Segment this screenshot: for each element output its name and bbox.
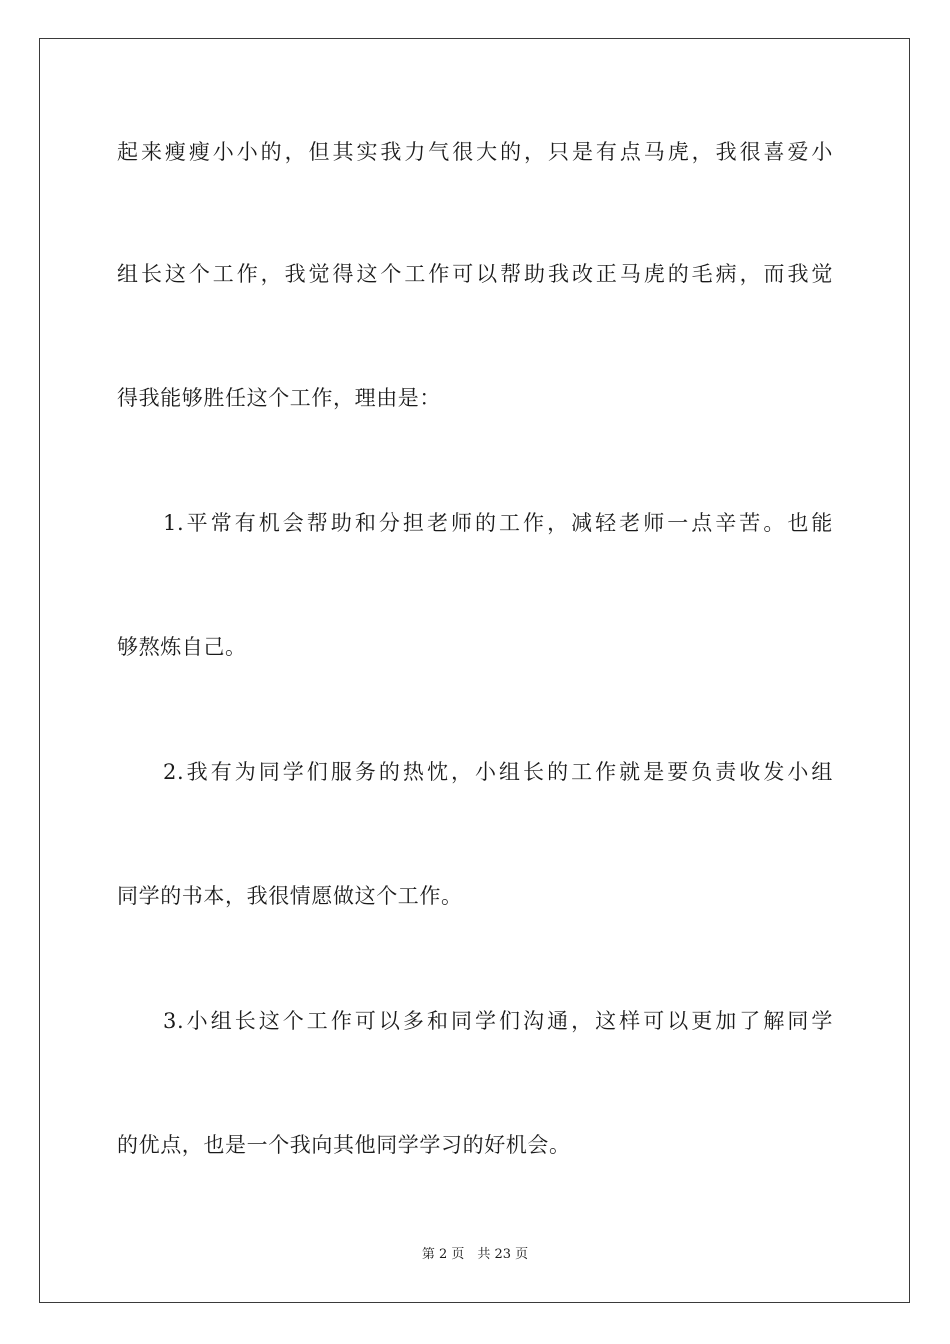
text-line: 同学的书本，我很情愿做这个工作。 bbox=[117, 884, 463, 908]
text-line: 得我能够胜任这个工作，理由是： bbox=[117, 386, 441, 410]
page-border bbox=[39, 38, 910, 1303]
text-line: 的优点，也是一个我向其他同学学习的好机会。 bbox=[117, 1133, 571, 1157]
text-line: 组长这个工作，我觉得这个工作可以帮助我改正马虎的毛病，而我觉 bbox=[117, 262, 833, 286]
list-item-1-line: 1.平常有机会帮助和分担老师的工作，减轻老师一点辛苦。也能 bbox=[163, 511, 833, 535]
text-line: 起来瘦瘦小小的，但其实我力气很大的，只是有点马虎，我很喜爱小 bbox=[117, 140, 833, 164]
list-item-2-line: 2.我有为同学们服务的热忱，小组长的工作就是要负责收发小组 bbox=[163, 760, 833, 784]
page-number-footer: 第 2 页 共 23 页 bbox=[421, 1247, 529, 1262]
list-item-3-line: 3.小组长这个工作可以多和同学们沟通，这样可以更加了解同学 bbox=[163, 1009, 833, 1033]
text-line: 够熬炼自己。 bbox=[117, 635, 247, 659]
